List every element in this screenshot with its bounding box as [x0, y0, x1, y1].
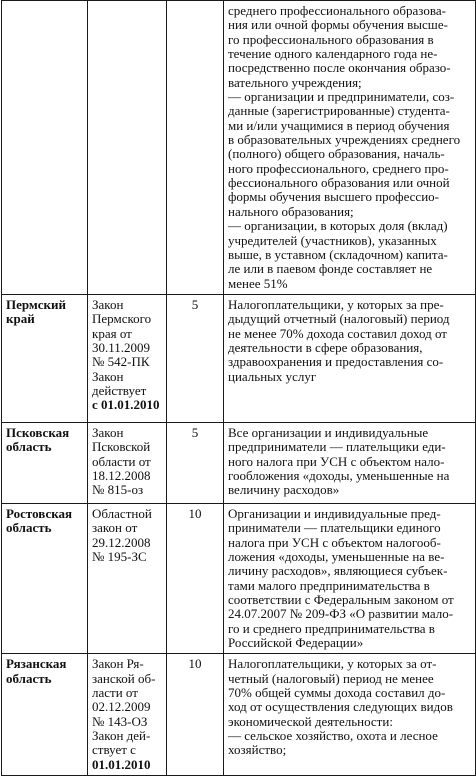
- table-row-continuation: [2, 1, 476, 295]
- description-cell: Налогоплательщики, у которых за пре- дыдущий отчетный (налоговый) период не менее 70% дохода составил доход от деятельности в сфере образования, здравоохранения и предоставления со- циальных услуг: [224, 294, 476, 422]
- table-row-rostov: [2, 503, 476, 653]
- rate-cell: 10: [167, 503, 224, 653]
- law-effective-date: 01.01.2010: [92, 756, 151, 772]
- law-cell: [88, 503, 167, 653]
- description-cell: Организации и индивидуальные пред- приниматели — плательщики единого налога при УСН с объектом налогооб- ложения «доходы, уменьшенные на ве- личину расходов», являющиеся субъек- тами малого предпринимательства в соответствии с Федеральным законом от 24.07.2007 № 209-ФЗ «О развитии мало- го и среднего предпринимательства в Российской Федерации»: [224, 503, 476, 653]
- law-cell: [88, 1, 167, 295]
- tax-rate-table: [1, 0, 476, 776]
- description-cell: Налогоплательщики, у которых за от- четный (налоговый) период не менее 70% общей суммы дохода составил до- ход от осуществления следующих видов экономической деятельности: — сельское хозяйство, охота и лесное хозяйство;: [224, 654, 476, 776]
- law-text: Областной закон от 29.12.2008 № 195-ЗС: [92, 505, 152, 564]
- description-cell: среднего профессионального образова- ния или очной формы обучения высше- го профессионального образования в течение одного календарного года не- посредственно после окончания образо- вательного учреждения; — организации и предприниматели, соз- данные (зарегистрированные) студента- ми и/или учащимися в период обучения в образовательных учреждениях среднего (полного) общего образования, началь- ного профессионального, среднего про- фессионального образования или очной формы обучения высшего профессио- нального образования; — организации, в которых доля (вклад) учредителей (участников), указанных выше, в уставном (складочном) капита- ле или в паевом фонде составляет не менее 51%: [224, 1, 476, 295]
- table-row-pskov: [2, 422, 476, 503]
- law-cell: [88, 654, 167, 776]
- rate-cell: 5: [167, 294, 224, 422]
- description-cell: Все организации и индивидуальные предприниматели — плательщики еди- ного налога при УСН с объектом нало- гообложения «доходы, уменьшенные на величину расходов»: [224, 422, 476, 503]
- table-row-ryazan: [2, 654, 476, 776]
- rate-cell: 10: [167, 654, 224, 776]
- law-text: Закон Псковской области от 18.12.2008 № 815-оз: [92, 424, 151, 498]
- region-cell: Псковская область: [2, 422, 88, 503]
- law-text: Закон Ря- занской об- ласти от 02.12.2009 № 143-ОЗ Закон дей- ствует с: [92, 656, 156, 758]
- region-cell: Ростовская область: [2, 503, 88, 653]
- table-row-perm: [2, 294, 476, 422]
- region-cell: Пермский край: [2, 294, 88, 422]
- region-cell: Рязанская область: [2, 654, 88, 776]
- law-text: Закон Пермского края от 30.11.2009 № 542-ПК Закон действует: [92, 296, 152, 398]
- rate-cell: [167, 1, 224, 295]
- region-cell: [2, 1, 88, 295]
- law-cell: [88, 422, 167, 503]
- rate-cell: 5: [167, 422, 224, 503]
- law-effective-date: с 01.01.2010: [92, 397, 160, 413]
- law-cell: [88, 294, 167, 422]
